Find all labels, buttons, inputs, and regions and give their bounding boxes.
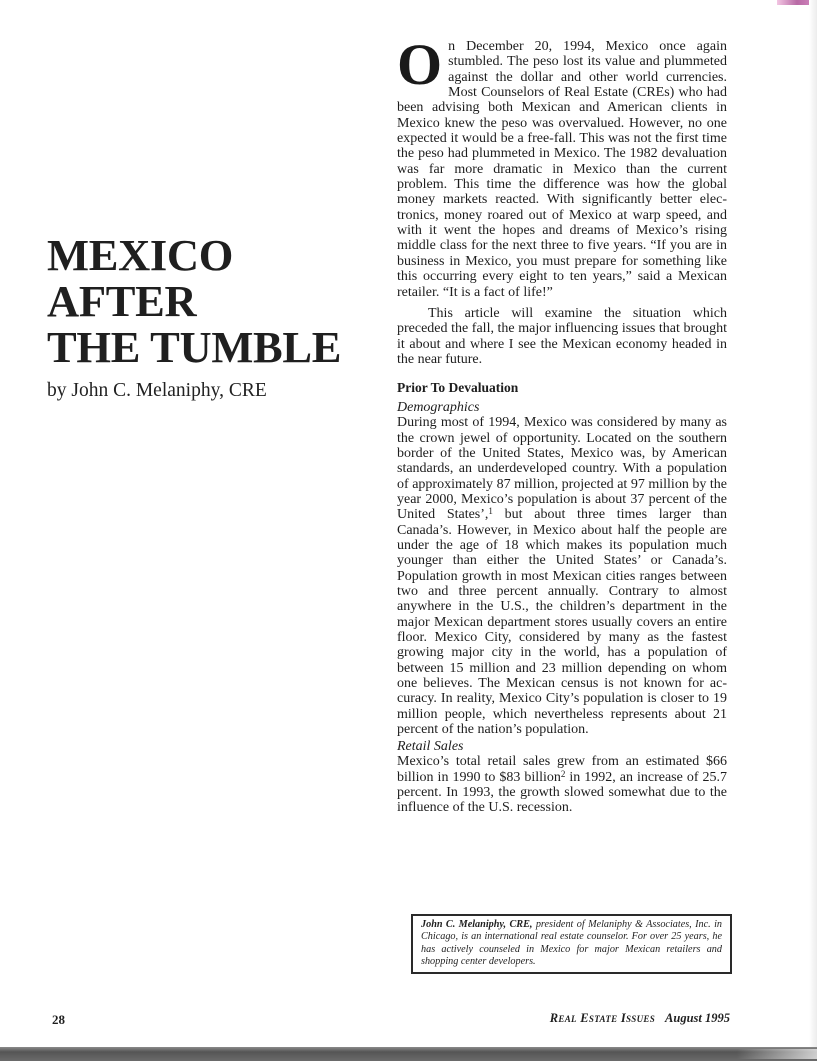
running-footer	[540, 1011, 730, 1026]
retail-text-b: in 1992, an increase of 25.7 percent. In 1993, the growth slowed somewhat due to the influence of the U.S. recession.	[397, 769, 727, 816]
title-line-2: THE TUMBLE	[47, 322, 342, 372]
intro-paragraph	[397, 32, 727, 300]
bio-text: president of Melaniphy & Associates, Inc. in Chicago, is an international real estate counselor. For over 25 years, he has actively counseled in Mexico for major Mexican retailers and shopping center developers.	[421, 919, 722, 967]
scan-bottom-edge	[0, 1047, 817, 1061]
retail-paragraph	[397, 754, 727, 815]
title-line-1: MEXICO AFTER	[47, 230, 234, 326]
demographics-text-b: but about three times larger than Canada’s. However, in Mexico about half the people are under the age of 18 which makes its population much younger than either the United States’ or Canada’s. Population growth in most Mexican cities ranges between two and three percent annually. Contrary to almost anywhere in the U.S., the children’s department in the major Mexican department stores usually covers an entire floor. Mexico City, considered by many as the fastest growing major city in the world, has a population of between 15 million and 23 million depending on whom one believes. The Mexican census is not known for accuracy. In reality, Mexico City’s population is closer to 19 million people, which nevertheless represents about 21 percent of the nation’s population.	[397, 507, 727, 738]
author-bio-box	[411, 914, 732, 974]
paragraph-2: This article will examine the situation which preceded the fall, the major influencing issues that brought it about and where I see the Mexican economy headed in the near future.	[397, 305, 727, 367]
intro-text: n December 20, 1994, Mexico once again stumbled. The peso lost its value and plummeted against the dollar and other world currencies. Most Counselors of Real Estate (CREs) who had been advising both Mexican and American clients in Mexico knew the peso was overvalued. However, no one expected it would be a free-fall. This was not the first time the peso had plummeted in Mexico. The 1982 devaluation was far more dramatic in Mexico than the current problem. This time the difference was how the global money markets reacted. With significantly better electronics, money roared out of Mexico at warp speed, and with it went the hopes and dreams of Mexico’s rising middle class for the next three to five years. “If you are in business in Mexico, you must prepare for something like this occurring every eight to ten years,” said a Mexican retailer. “It is a fact of life!”	[397, 39, 727, 300]
section-heading: Prior To Devaluation	[397, 380, 519, 396]
scan-edge-highlight	[737, 1049, 817, 1059]
page-edge-shadow	[809, 0, 817, 1047]
magazine-name: Real Estate Issues	[549, 1011, 656, 1025]
article-body	[397, 32, 727, 816]
subheading-demographics: Demographics	[397, 400, 480, 416]
bio-name: John C. Melaniphy, CRE,	[421, 919, 533, 930]
footnote-ref-2: 2	[560, 768, 566, 779]
byline: by John C. Melaniphy, CRE	[47, 380, 267, 401]
retail-text-a: Mexico’s total retail sales grew from an estimated $66 billion in 1990 to $83 billion	[397, 754, 727, 785]
subheading-retail-sales: Retail Sales	[397, 739, 464, 755]
article-title	[47, 232, 387, 370]
issue-date: August 1995	[665, 1011, 730, 1025]
drop-cap: O	[397, 32, 443, 97]
footnote-ref-1: 1	[488, 506, 493, 517]
demographics-text-a: During most of 1994, Mexico was considered by many as the crown jewel of opportunity. Located on the southern border of the United States, Mexico was, by American standards, an underdeveloped country. With a population of approximately 87 million, projected at 97 million by the year 2000, Mexico’s population is about 37 percent of the United States’,	[397, 415, 727, 523]
demographics-paragraph	[397, 415, 727, 737]
page-number: 28	[52, 1012, 65, 1027]
